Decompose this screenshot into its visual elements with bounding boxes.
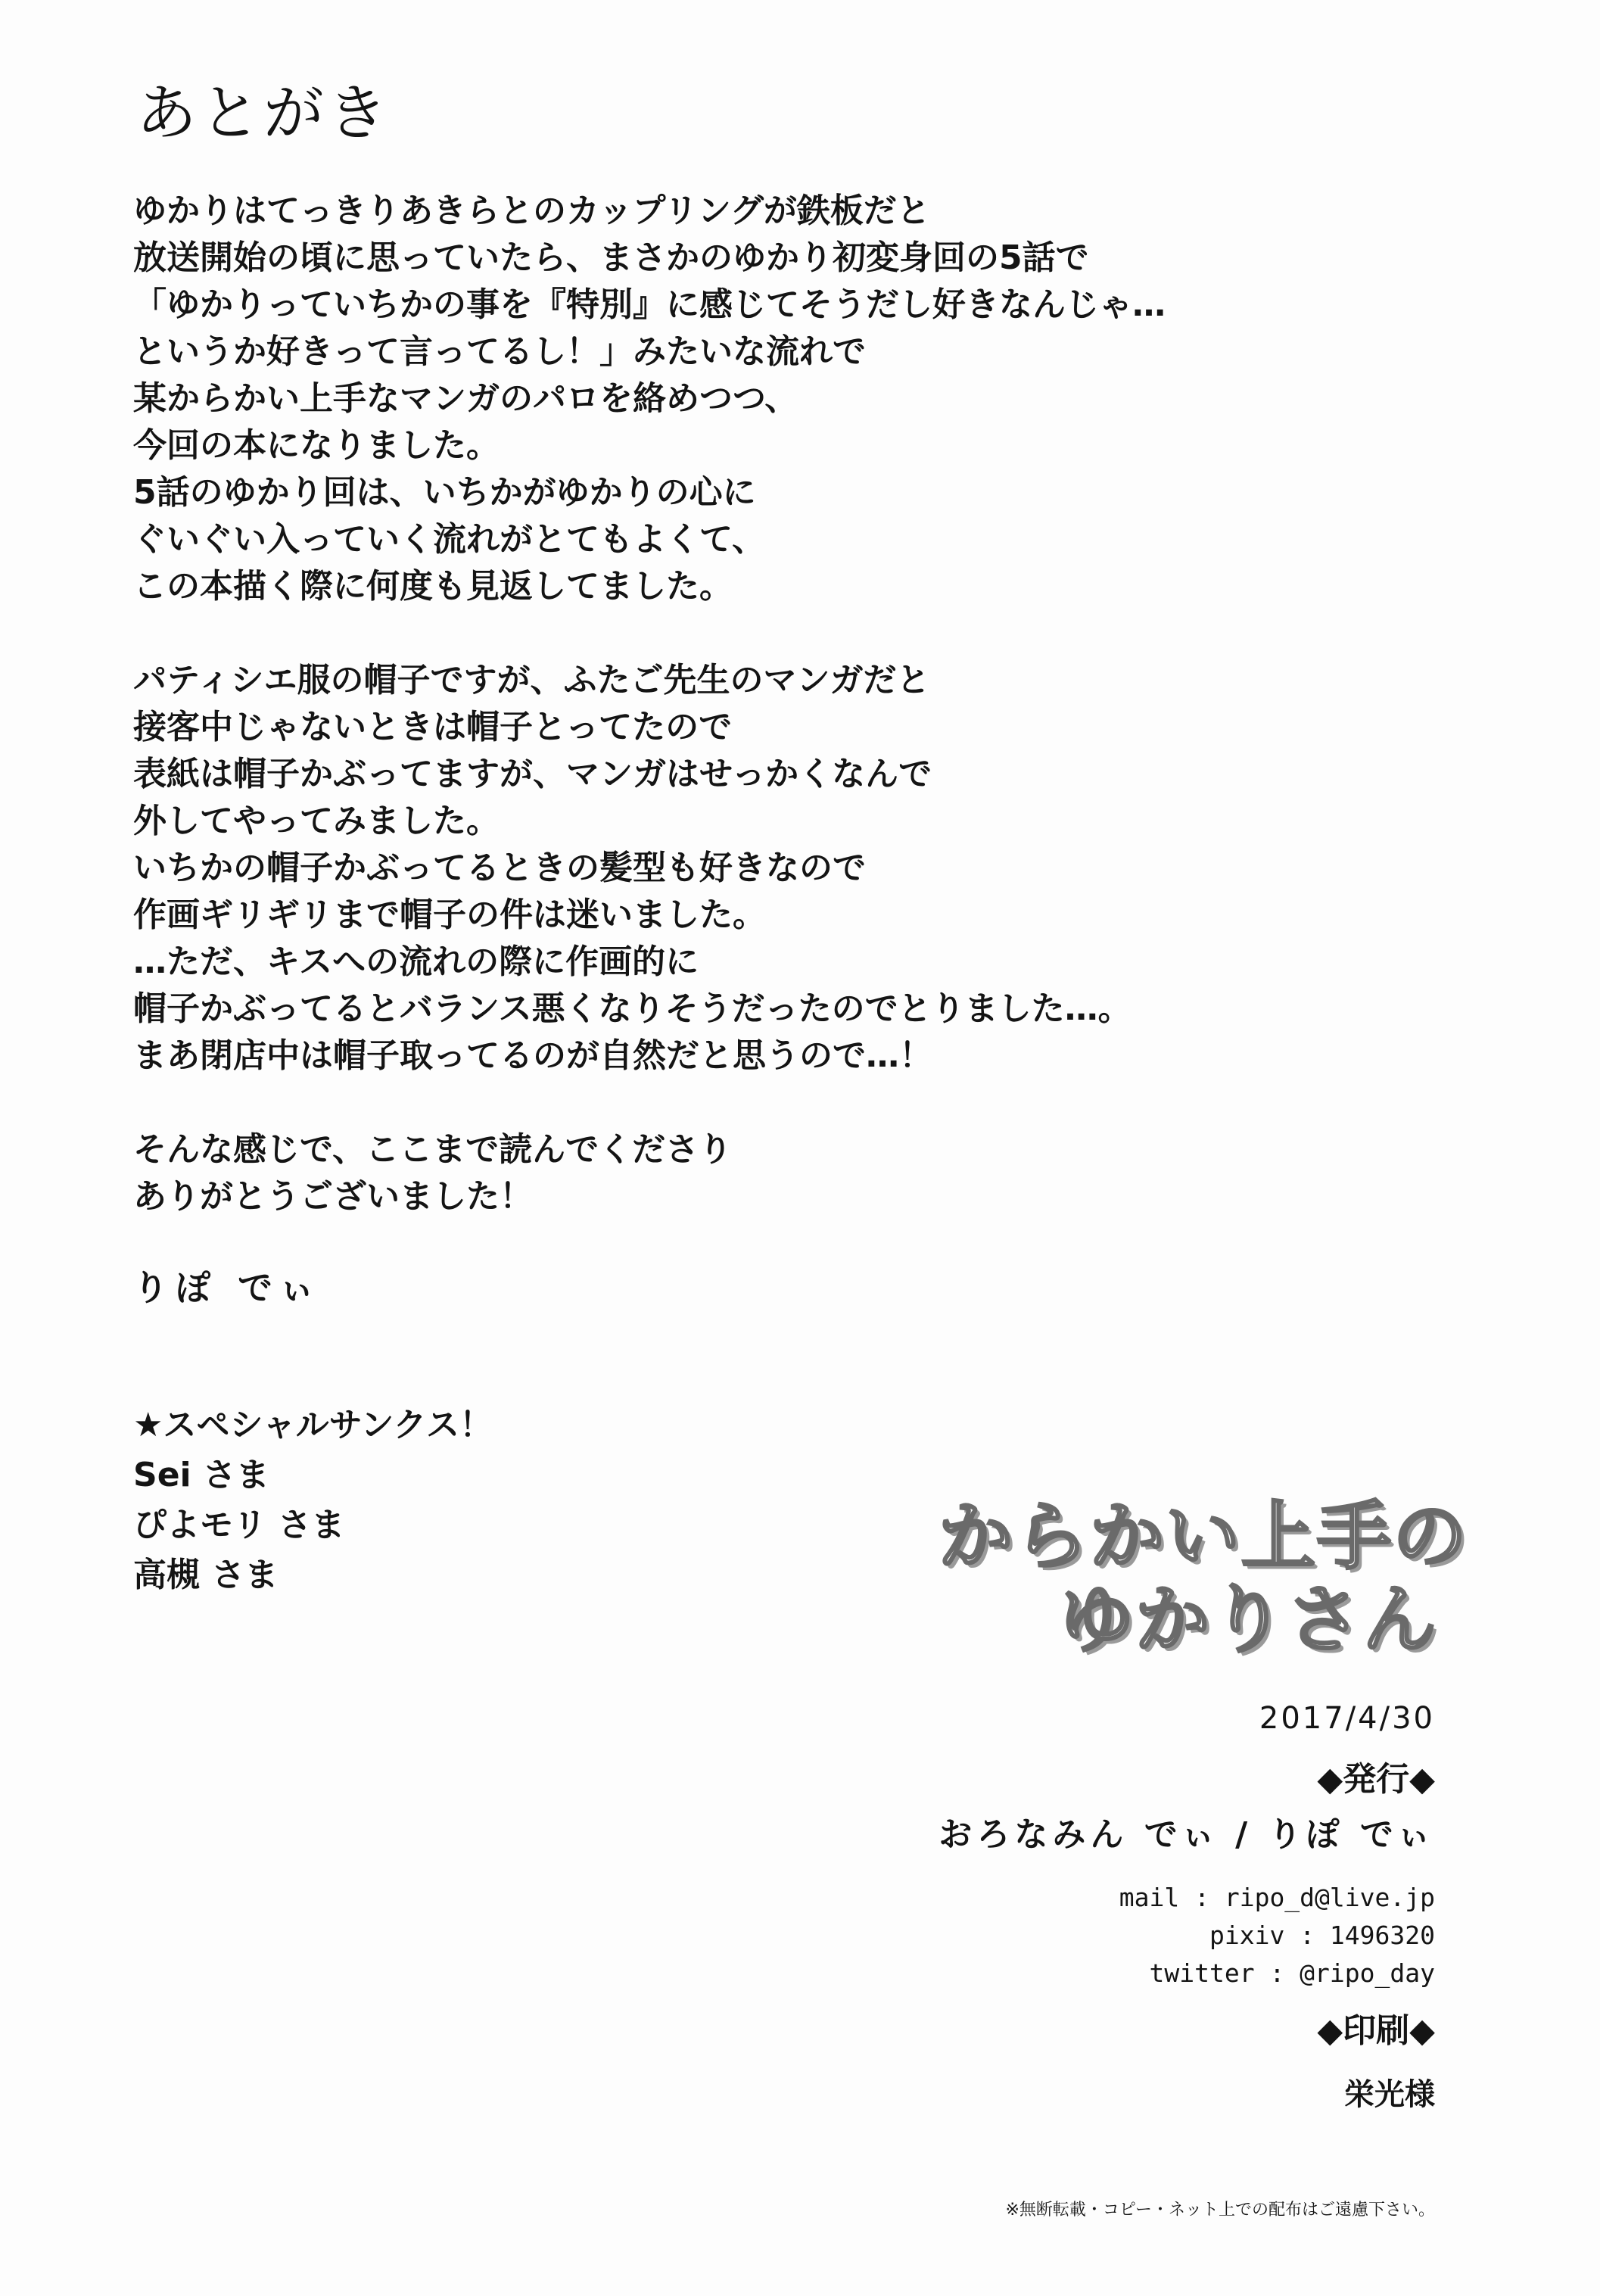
publisher-name: おろなみん でぃ / りぽ でぃ: [939, 1815, 1435, 1854]
special-thanks-title: ★スペシャルサンクス！: [133, 1406, 493, 1444]
body-line: 帽子かぶってるとバランス悪くなりそうだったのでとりました…。: [133, 989, 1132, 1028]
body-line: ぐいぐい入っていく流れがとてもよくて、: [133, 520, 766, 559]
body-line: 表紙は帽子かぶってますが、マンガはせっかくなんで: [133, 755, 932, 793]
publisher-label: ◆発行◆: [1317, 1760, 1435, 1799]
body-line: 作画ギリギリまで帽子の件は迷いました。: [133, 896, 766, 934]
afterword-body: [133, 188, 1193, 1220]
body-line: というか好きって言ってるし！」みたいな流れで: [133, 332, 866, 371]
body-line: 「ゆかりっていちかの事を『特別』に感じてそうだし好きなんじゃ…: [133, 285, 1166, 324]
afterword-heading: あとがき: [136, 78, 391, 148]
special-thanks: [133, 1400, 493, 1600]
body-line: 某からかい上手なマンガのパロを絡めつつ、: [133, 379, 798, 418]
body-line: この本描く際に何度も見返してました。: [133, 567, 733, 606]
body-line: …ただ、キスへの流れの際に作画的に: [133, 942, 699, 981]
title-logo-line: ゆかりさん: [1060, 1576, 1439, 1663]
body-line: 5話のゆかり回は、いちかがゆかりの心に: [133, 473, 756, 512]
special-thanks-name: Sei さま: [133, 1456, 269, 1494]
printer-label: ◆印刷◆: [1317, 2011, 1435, 2050]
body-line: 今回の本になりました。: [133, 426, 500, 465]
contact-mail: mail : ripo_d@live.jp: [1119, 1883, 1435, 1912]
colophon: [678, 1696, 1435, 2120]
body-line: 接客中じゃないときは帽子とってたので: [133, 708, 733, 746]
contact-pixiv: pixiv : 1496320: [1209, 1921, 1435, 1950]
copyright-notice: ※無断転載・コピー・ネット上での配布はご遠慮下さい。: [1005, 2201, 1435, 2220]
body-line: 外してやってみました。: [133, 802, 500, 840]
body-line: ありがとうございました！: [133, 1177, 533, 1216]
title-logo: [939, 1493, 1469, 1669]
paragraph-break: [133, 610, 1193, 657]
body-line: パティシエ服の帽子ですが、ふたご先生のマンガだと: [133, 661, 930, 699]
body-line: ゆかりはてっきりあきらとのカップリングが鉄板だと: [133, 192, 930, 230]
body-line: まあ閉店中は帽子取ってるのが自然だと思うので…！: [133, 1036, 932, 1075]
author-signature: りぽ でぃ: [133, 1267, 322, 1308]
special-thanks-name: ぴよモリ さま: [133, 1506, 345, 1544]
contact-twitter: twitter : @ripo_day: [1149, 1958, 1435, 1988]
body-line: 放送開始の頃に思っていたら、まさかのゆかり初変身回の5話で: [133, 238, 1089, 277]
special-thanks-name: 高槻 さま: [133, 1556, 279, 1594]
paragraph-break: [133, 1079, 1193, 1126]
printer-name: 栄光様: [1344, 2077, 1435, 2112]
body-line: いちかの帽子かぶってるときの髪型も好きなので: [133, 849, 866, 887]
body-line: そんな感じで、ここまで読んでくださり: [133, 1130, 733, 1169]
title-logo-line: からかい上手の: [939, 1493, 1469, 1580]
publish-date: 2017/4/30: [1259, 1701, 1435, 1736]
